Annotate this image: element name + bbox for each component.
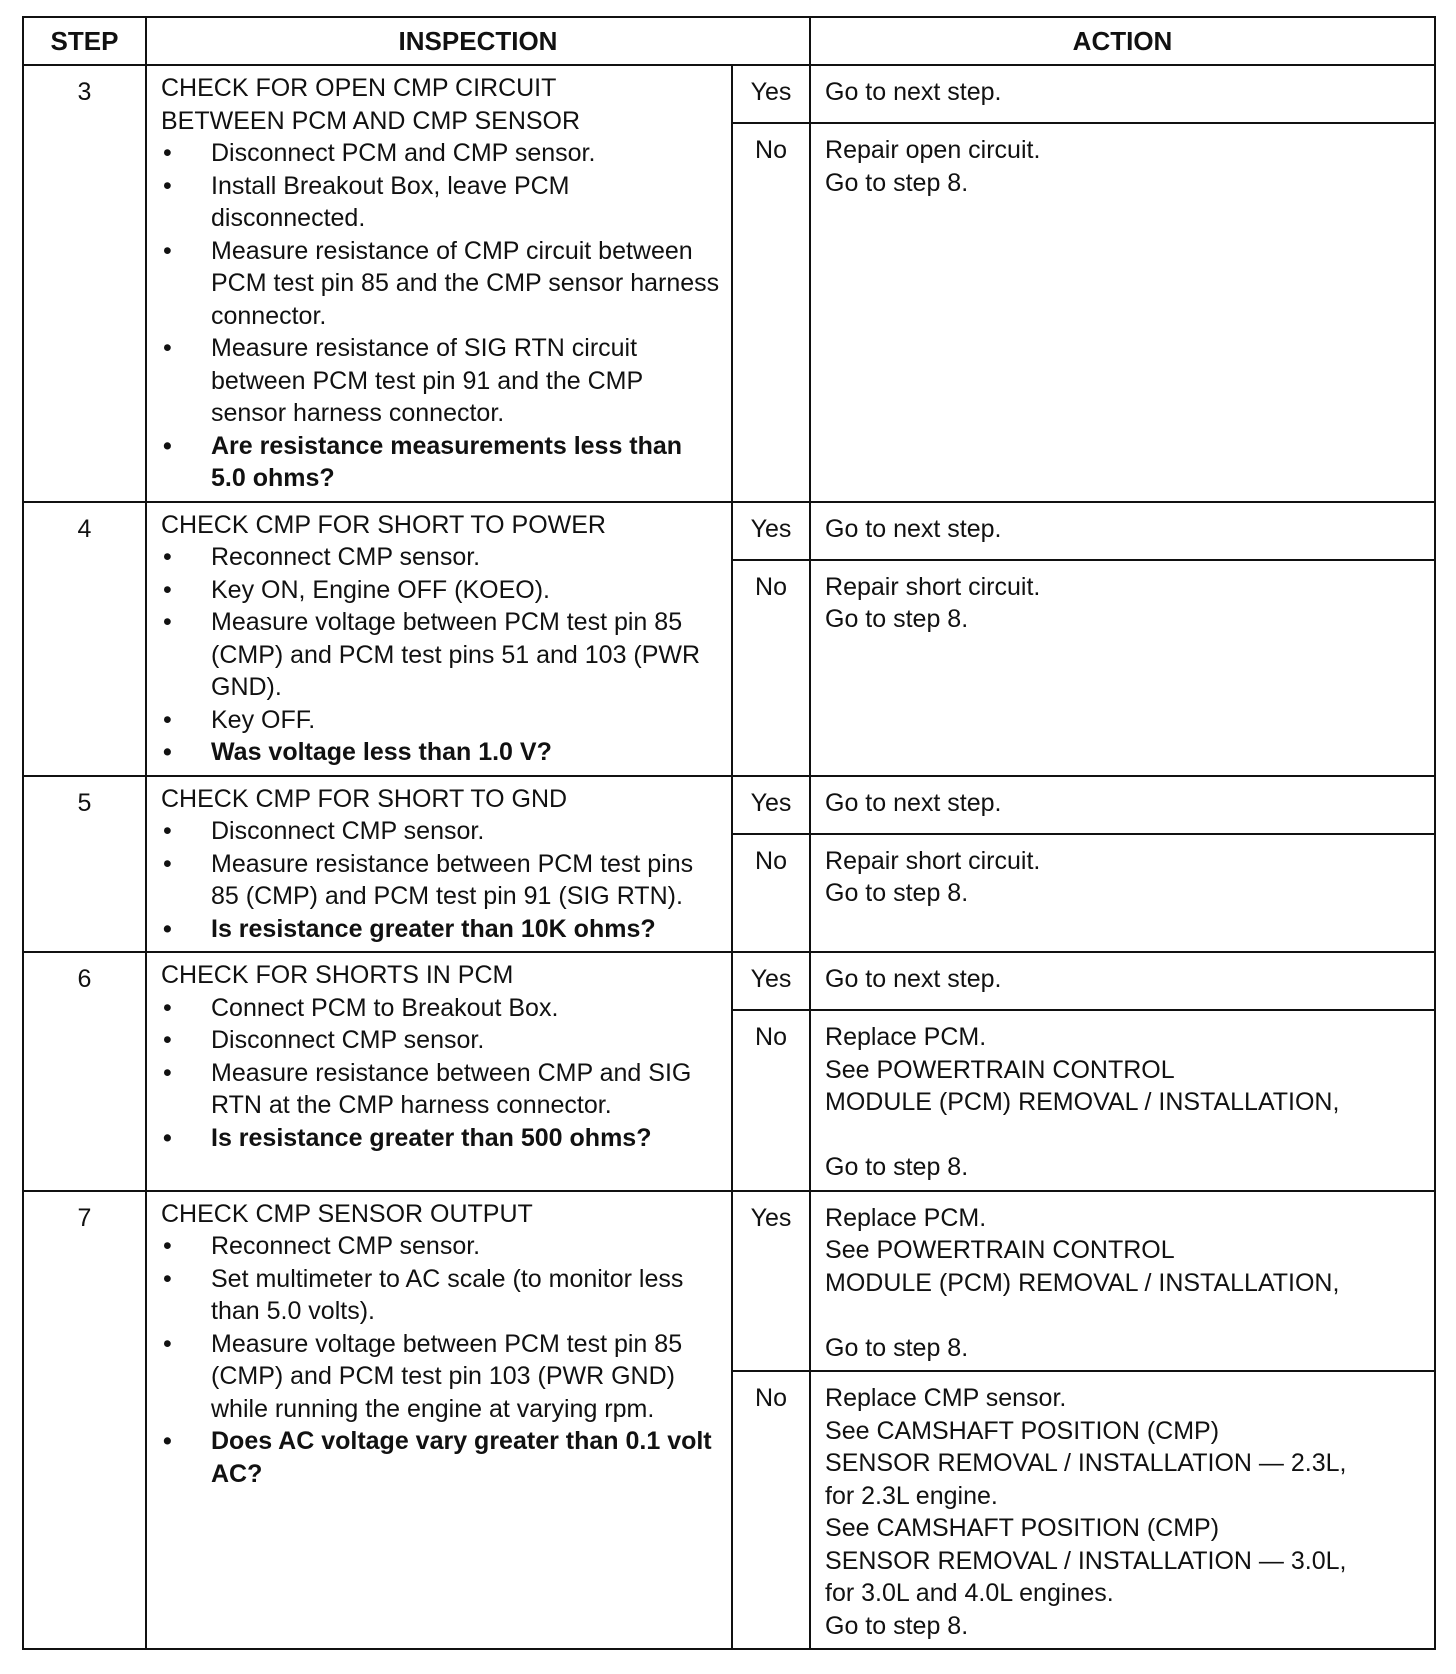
inspection-cell [146,776,732,953]
bullet-text: Reconnect CMP sensor. [211,1232,481,1260]
action-line: Go to step 8. [825,1333,969,1362]
table-row [23,1191,1435,1372]
yes-action-cell [810,1191,1435,1372]
inspection-bullet [161,332,721,430]
table-row [23,776,1435,834]
inspection-bullet [161,1057,721,1122]
inspection-bullet-list [161,992,721,1155]
step-number: 6 [23,952,146,1191]
action-line: Go to step 8. [825,605,969,633]
step-number: 4 [23,502,146,776]
inspection-bullet [161,170,721,235]
inspection-question [161,913,721,946]
action-line: for 2.3L engine. [825,1481,998,1510]
action-line: for 3.0L and 4.0L engines. [825,1579,1114,1607]
action-line: Go to step 8. [825,1611,969,1640]
bullet-icon: • [163,993,172,1022]
bullet-icon: • [163,334,172,362]
question-text: Was voltage less than 1.0 V? [211,738,552,766]
bullet-text: Key OFF. [211,705,316,734]
yes-action-cell [810,502,1435,560]
inspection-cell [146,502,732,776]
question-text: Does AC voltage vary greater than 0.1 volt AC? [211,1427,712,1488]
action-line: See POWERTRAIN CONTROL [825,1055,1175,1084]
inspection-bullet [161,1328,721,1426]
diagnostic-procedure-document [22,16,1434,1650]
action-line [825,1299,1422,1332]
action-line: Repair open circuit. [825,136,1041,164]
bullet-text: Measure resistance between CMP and SIG RTN at the CMP harness connector. [211,1058,692,1119]
action-line [825,1119,1422,1152]
inspection-title: CHECK CMP SENSOR OUTPUT [161,1199,533,1228]
bullet-icon: • [163,543,172,571]
inspection-bullet [161,574,721,607]
action-line: Go to next step. [825,78,1002,106]
bullet-text: Disconnect CMP sensor. [211,817,485,845]
bullet-text: Set multimeter to AC scale (to monitor less than 5.0 volts). [211,1264,684,1325]
inspection-title: CHECK CMP FOR SHORT TO POWER [161,510,606,539]
bullet-icon: • [163,1329,172,1358]
bullet-icon: • [163,1427,172,1455]
no-label: No [732,834,810,953]
inspection-bullet-list [161,137,721,495]
inspection-bullet [161,848,721,913]
yes-label: Yes [732,1191,810,1372]
action-column-header: ACTION [810,17,1435,65]
inspection-bullet-list [161,1230,721,1490]
inspection-bullet [161,992,721,1025]
inspection-question [161,736,721,769]
bullet-icon: • [163,575,172,604]
no-label: No [732,560,810,776]
inspection-bullet [161,1230,721,1263]
inspection-bullet [161,606,721,704]
question-text: Is resistance greater than 10K ohms? [211,914,656,943]
yes-label: Yes [732,502,810,560]
bullet-icon: • [163,1058,172,1087]
no-label: No [732,1371,810,1649]
bullet-text: Measure voltage between PCM test pin 85 (CMP) and PCM test pin 103 (PWR GND) while running the engine at varying rpm. [211,1329,683,1423]
yes-label: Yes [732,65,810,123]
action-line: Go to step 8. [825,168,969,197]
action-line: See POWERTRAIN CONTROL [825,1236,1175,1264]
bullet-icon: • [163,705,172,734]
action-line: Go to next step. [825,514,1002,543]
bullet-text: Measure voltage between PCM test pin 85 (CMP) and PCM test pins 51 and 103 (PWR GND). [211,608,701,701]
action-line: Replace PCM. [825,1023,987,1051]
action-line: See CAMSHAFT POSITION (CMP) [825,1416,1220,1445]
bullet-text: Key ON, Engine OFF (KOEO). [211,575,550,604]
bullet-text: Measure resistance of SIG RTN circuit between PCM test pin 91 and the CMP sensor harness connector. [211,334,643,427]
yes-label: Yes [732,952,810,1010]
table-row [23,502,1435,560]
inspection-question [161,430,721,495]
no-action-cell [810,123,1435,502]
no-label: No [732,1010,810,1191]
no-action-cell [810,1371,1435,1649]
action-line: Go to next step. [825,965,1002,993]
yes-label: Yes [732,776,810,834]
bullet-icon: • [163,1123,172,1152]
table-row [23,952,1435,1010]
diagnostic-table [22,16,1436,1650]
inspection-bullet [161,704,721,737]
inspection-title: CHECK CMP FOR SHORT TO GND [161,784,568,813]
yes-action-cell [810,952,1435,1010]
bullet-icon: • [163,431,172,460]
table-row [23,65,1435,123]
inspection-title: CHECK FOR OPEN CMP CIRCUIT [161,74,557,102]
inspection-bullet-list [161,541,721,769]
bullet-icon: • [163,1264,172,1293]
action-line: See CAMSHAFT POSITION (CMP) [825,1514,1220,1542]
inspection-bullet [161,235,721,333]
action-line: Replace PCM. [825,1203,987,1232]
action-line: SENSOR REMOVAL / INSTALLATION — 2.3L, [825,1449,1347,1477]
bullet-text: Disconnect PCM and CMP sensor. [211,139,596,167]
no-action-cell [810,560,1435,776]
inspection-cell [146,1191,732,1650]
action-line: MODULE (PCM) REMOVAL / INSTALLATION, [825,1088,1340,1116]
action-line: Go to step 8. [825,879,969,907]
inspection-bullet [161,815,721,848]
bullet-icon: • [163,139,172,167]
bullet-icon: • [163,608,172,636]
bullet-icon: • [163,914,172,943]
no-label: No [732,123,810,502]
yes-action-cell [810,776,1435,834]
question-text: Are resistance measurements less than 5.0 ohms? [211,431,683,492]
no-action-cell [810,1010,1435,1191]
action-line: Replace CMP sensor. [825,1384,1067,1412]
bullet-icon: • [163,171,172,200]
bullet-icon: • [163,236,172,265]
action-line: SENSOR REMOVAL / INSTALLATION — 3.0L, [825,1546,1347,1575]
bullet-text: Reconnect CMP sensor. [211,543,481,571]
inspection-column-header: INSPECTION [146,17,810,65]
step-number: 5 [23,776,146,953]
action-line: Repair short circuit. [825,572,1041,601]
bullet-icon: • [163,817,172,845]
inspection-bullet [161,137,721,170]
inspection-bullet [161,1263,721,1328]
bullet-text: Measure resistance between PCM test pins 85 (CMP) and PCM test pin 91 (SIG RTN). [211,849,694,910]
action-line: Go to next step. [825,788,1002,817]
bullet-text: Install Breakout Box, leave PCM disconnected. [211,171,570,232]
question-text: Is resistance greater than 500 ohms? [211,1123,652,1152]
bullet-text: Disconnect CMP sensor. [211,1026,485,1054]
inspection-bullet [161,541,721,574]
inspection-title: BETWEEN PCM AND CMP SENSOR [161,106,581,135]
step-column-header: STEP [23,17,146,65]
yes-action-cell [810,65,1435,123]
table-body [23,65,1435,1649]
no-action-cell [810,834,1435,953]
inspection-question [161,1122,721,1155]
bullet-icon: • [163,1232,172,1260]
bullet-icon: • [163,849,172,878]
inspection-cell [146,65,732,502]
step-number: 3 [23,65,146,502]
inspection-bullet-list [161,815,721,945]
table-header-row [23,17,1435,65]
bullet-icon: • [163,1026,172,1054]
action-line: Go to step 8. [825,1153,969,1181]
inspection-title: CHECK FOR SHORTS IN PCM [161,961,514,989]
inspection-question [161,1425,721,1490]
action-line: MODULE (PCM) REMOVAL / INSTALLATION, [825,1268,1340,1297]
inspection-cell [146,952,732,1191]
step-number: 7 [23,1191,146,1650]
bullet-text: Measure resistance of CMP circuit between PCM test pin 85 and the CMP sensor harness connector. [211,236,720,330]
action-line: Repair short circuit. [825,846,1041,875]
inspection-bullet [161,1024,721,1057]
bullet-icon: • [163,738,172,766]
bullet-text: Connect PCM to Breakout Box. [211,993,559,1022]
